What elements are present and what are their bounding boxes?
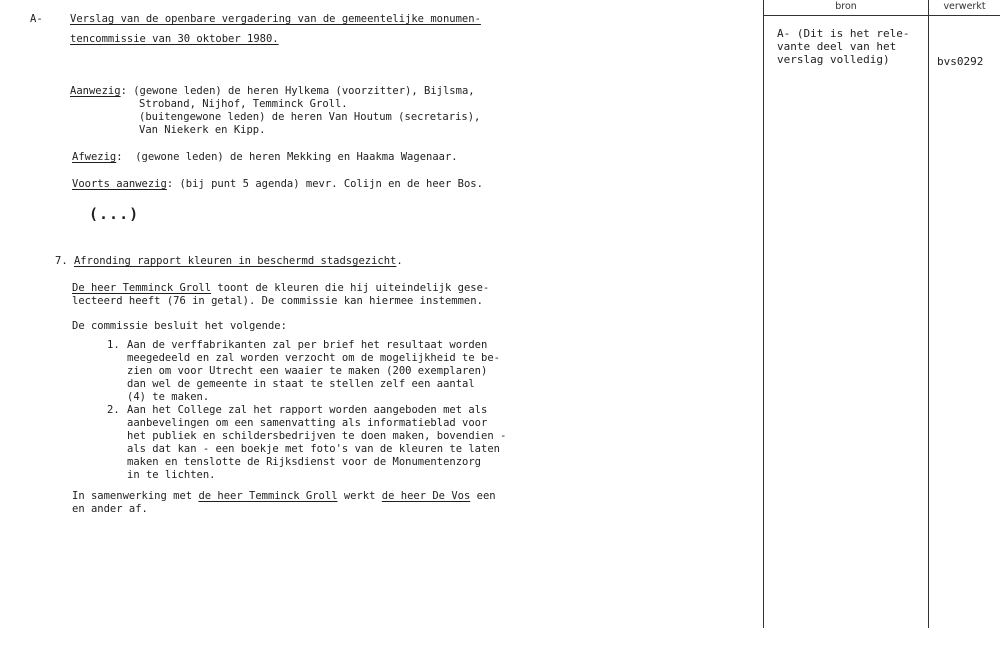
list-item-1-line-1: Aan de verffabrikanten zal per brief het resultaat worden xyxy=(127,339,488,351)
list-item-2-line-2: aanbevelingen om een samenvatting als informatieblad voor xyxy=(127,417,488,429)
list-item-1-line-4: dan wel de gemeente in staat te stellen zelf een aantal xyxy=(127,378,475,390)
list-item-1-line-3: zien om voor Utrecht een waaier te maken (200 exemplaren) xyxy=(127,365,488,377)
bron-line-2: vante deel van het xyxy=(777,40,897,53)
voorts-aanwezig-line: Voorts aanwezig: (bij punt 5 agenda) mevr. Colijn en de heer Bos. xyxy=(72,178,483,190)
aanwezig-line-4: Van Niekerk en Kipp. xyxy=(139,124,266,136)
closing-line-2: en ander af. xyxy=(72,503,148,515)
item-7-heading: 7. Afronding rapport kleuren in beschermd stadsgezicht. xyxy=(55,255,403,267)
aanwezig-line-2: Stroband, Nijhof, Temminck Groll. xyxy=(139,98,348,110)
aanwezig-line-1: Aanwezig: (gewone leden) de heren Hylkema (voorzitter), Bijlsma, xyxy=(70,85,475,97)
paragraph-1-line-1: De heer Temminck Groll toont de kleuren die hij uiteindelijk gese- xyxy=(72,282,490,294)
aanwezig-line-3: (buitengewone leden) de heren Van Houtum (secretaris), xyxy=(139,111,481,123)
afwezig-label: Afwezig xyxy=(72,151,117,163)
person-name: De heer Temminck Groll xyxy=(72,282,212,294)
document-title-line-2: tencommissie van 30 oktober 1980. xyxy=(70,33,279,45)
column-header-bron: bron xyxy=(835,1,857,12)
list-item-2-line-3: het publiek en schildersbedrijven te doen maken, bovendien - xyxy=(127,430,507,442)
bron-line-1: A- (Dit is het rele- xyxy=(777,27,910,40)
table-rule-header xyxy=(763,15,1000,16)
section-marker: A- xyxy=(30,13,43,25)
item-7-number: 7. xyxy=(55,255,68,267)
afwezig-line: Afwezig: (gewone leden) de heren Mekking en Haakma Wagenaar. xyxy=(72,151,458,163)
besluit-line: De commissie besluit het volgende: xyxy=(72,320,287,332)
list-item-2-number: 2. xyxy=(107,404,120,416)
table-rule-left xyxy=(763,0,764,628)
omission-ellipsis: (...) xyxy=(89,205,140,223)
bron-line-3: verslag volledig) xyxy=(777,53,890,66)
list-item-2-line-6: in te lichten. xyxy=(127,469,216,481)
voorts-aanwezig-label: Voorts aanwezig xyxy=(72,178,167,190)
document-title-line-1: Verslag van de openbare vergadering van de gemeentelijke monumen- xyxy=(70,13,481,25)
person-name: de heer Temminck Groll xyxy=(198,490,338,502)
verwerkt-code: bvs0292 xyxy=(937,55,984,68)
list-item-2-line-5: maken en tenslotte de Rijksdienst voor de Monumentenzorg xyxy=(127,456,482,468)
paragraph-1-line-2: lecteerd heeft (76 in getal). De commissie kan hiermee instemmen. xyxy=(72,295,483,307)
column-header-verwerkt: verwerkt xyxy=(943,1,986,12)
item-7-title: Afronding rapport kleuren in beschermd stadsgezicht xyxy=(73,255,397,267)
list-item-1-number: 1. xyxy=(107,339,120,351)
list-item-1-line-5: (4) te maken. xyxy=(127,391,210,403)
table-rule-middle xyxy=(928,0,929,628)
person-name: de heer De Vos xyxy=(381,490,471,502)
closing-line-1: In samenwerking met de heer Temminck Groll werkt de heer De Vos een xyxy=(72,490,496,502)
aanwezig-label: Aanwezig xyxy=(70,85,121,97)
list-item-1-line-2: meegedeeld en zal worden verzocht om de mogelijkheid te be- xyxy=(127,352,500,364)
list-item-2-line-1: Aan het College zal het rapport worden aangeboden met als xyxy=(127,404,488,416)
list-item-2-line-4: als dat kan - een boekje met foto's van de kleuren te laten xyxy=(127,443,500,455)
